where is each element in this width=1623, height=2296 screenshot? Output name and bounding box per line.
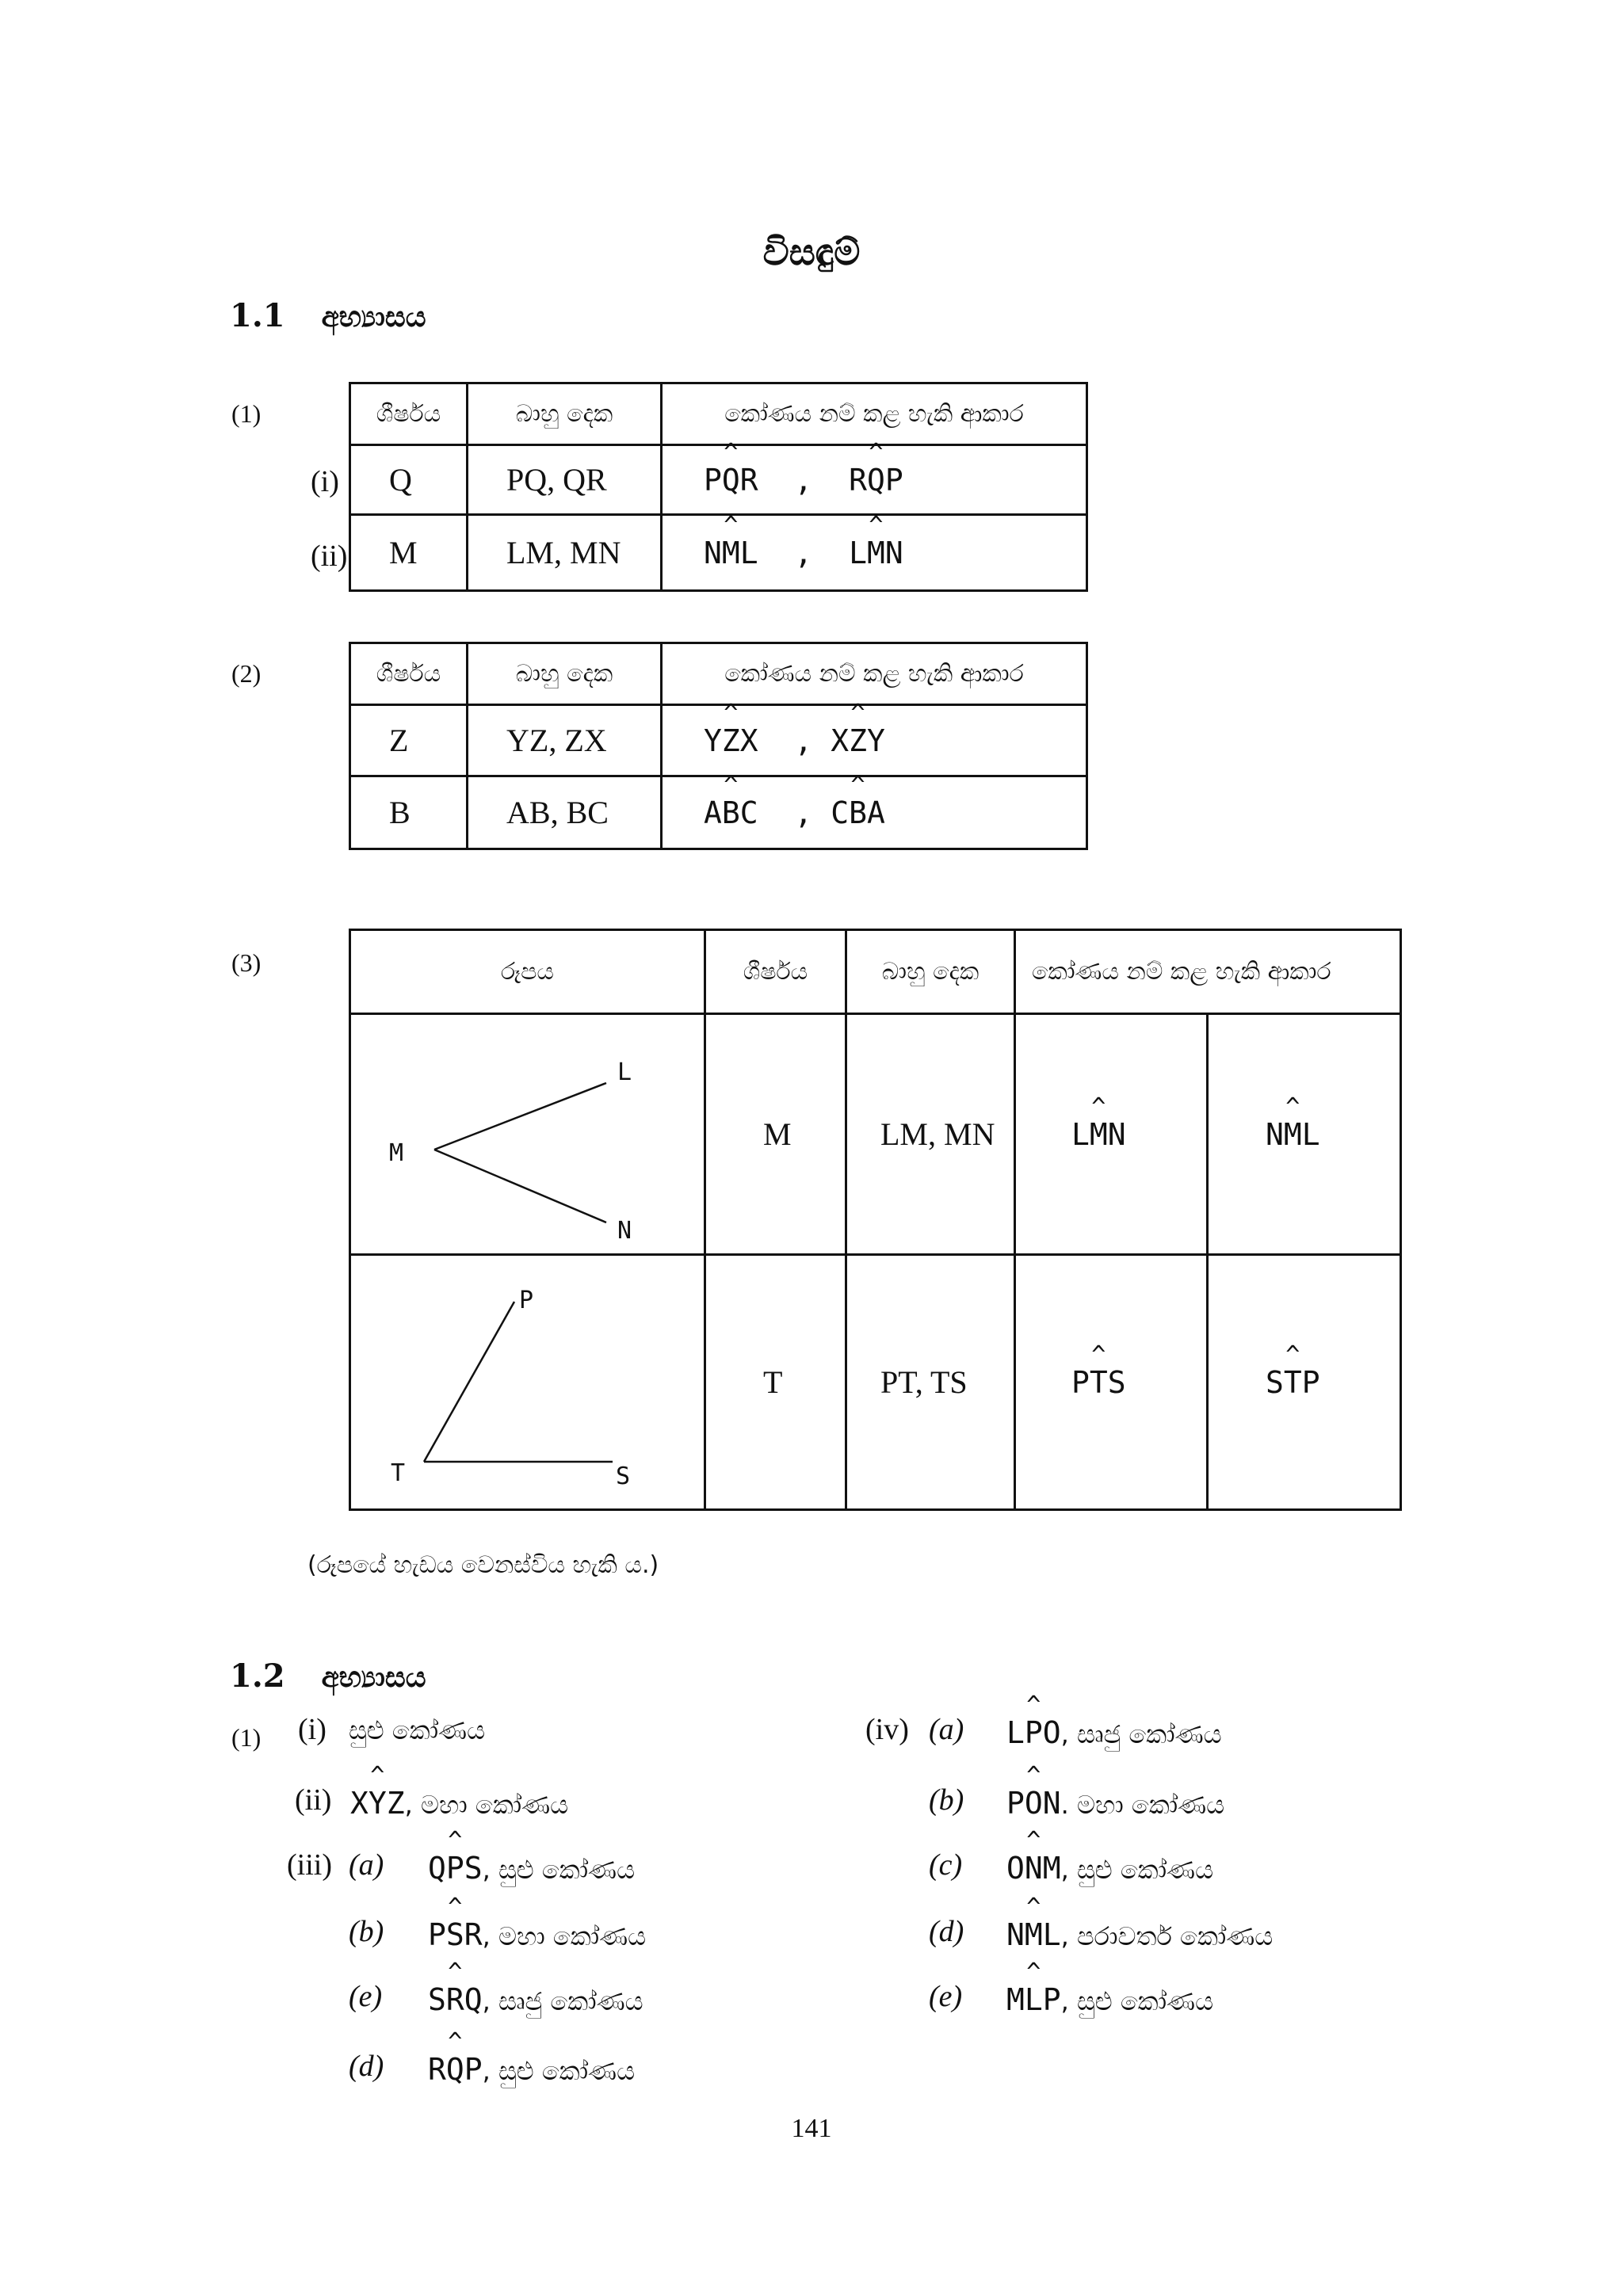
angle-vertex-letter: ^ R — [446, 1982, 464, 2017]
item-sublabel: (e) — [349, 1980, 383, 2013]
question-number: (3) — [231, 948, 262, 977]
angle-letter: Q — [464, 1982, 483, 2017]
angle-names-cell — [1208, 1255, 1401, 1510]
point-label: P — [519, 1287, 534, 1314]
angle-names-cell: N^ ML , L^ MN — [662, 515, 1087, 591]
answer-line — [1006, 1851, 1213, 1886]
angle-type: , සුළු කෝණය — [1060, 1986, 1214, 2016]
vertex-cell: T — [763, 1364, 783, 1400]
arm-ml — [434, 1083, 606, 1150]
angle-type: , සුළු කෝණය — [482, 2056, 636, 2086]
angle-letter: M — [1006, 1982, 1025, 2017]
angle-type: . මහා කෝණය — [1060, 1790, 1225, 1820]
figure-cell — [350, 1255, 705, 1510]
angle-name: X^ ZY — [831, 723, 885, 758]
page-title: විසඳුම් — [762, 232, 861, 273]
arms-cell: PQ, QR — [506, 462, 607, 498]
angle-names-cell: P^ QR , R^ QP — [662, 445, 1087, 515]
vertex-cell: B — [389, 795, 411, 830]
angle-name: N^ ML — [1266, 1117, 1320, 1152]
answer-line — [349, 1715, 485, 1746]
angle-type: , සුළු කෝණය — [1060, 1855, 1214, 1885]
angle-letter: P — [428, 1917, 446, 1952]
angle-figure-pts — [351, 1256, 705, 1505]
item-label: (ii) — [295, 1783, 332, 1817]
answer-line — [428, 1917, 646, 1952]
angle-table-3 — [349, 929, 1402, 1511]
angle-letter: N — [1006, 1917, 1025, 1952]
item-sublabel: (b) — [349, 1915, 384, 1948]
angle-name — [428, 1917, 483, 1952]
item-label: (iii) — [287, 1848, 332, 1882]
header-names: කෝණය නම් කළ හැකි ආකාර — [1015, 930, 1401, 1014]
header-arms: බාහු දෙක — [468, 643, 662, 705]
angle-name — [1006, 1786, 1061, 1821]
header-vertex: ශීර්ෂය — [350, 383, 468, 445]
vertex-cell: M — [389, 535, 418, 570]
angle-letter: R — [428, 2052, 446, 2087]
angle-vertex-letter: ^ Q — [446, 2052, 464, 2087]
angle-letter: P — [464, 2052, 483, 2087]
item-sublabel: (c) — [929, 1848, 963, 1882]
figure-note: (රූපයේ හැඩය වෙනස්විය හැකි ය.) — [307, 1551, 659, 1579]
angle-name: R^ QP — [849, 463, 903, 498]
arms-cell: PT, TS — [880, 1364, 968, 1400]
angle-letter: P — [1006, 1786, 1025, 1821]
angle-vertex-letter: ^ N — [1025, 1851, 1043, 1886]
point-label: T — [391, 1459, 406, 1487]
angle-type: සුළු කෝණය — [349, 1715, 486, 1745]
table-row — [350, 515, 1087, 591]
question-number: (2) — [231, 659, 262, 688]
angle-name — [428, 2052, 483, 2087]
angle-letter: R — [464, 1917, 483, 1952]
vertex-cell: M — [763, 1116, 792, 1152]
section-label: අභ්‍යාසය — [321, 1661, 426, 1694]
section-label: අභ්‍යාසය — [321, 301, 426, 334]
angle-vertex-letter: ^ P — [1025, 1715, 1043, 1750]
angle-names-cell: Y^ ZX , X^ ZY — [662, 705, 1087, 776]
page-number: 141 — [791, 2114, 832, 2143]
section-1-2-heading — [230, 1657, 426, 1695]
angle-type: , මහා කෝණය — [404, 1790, 569, 1820]
angle-vertex-letter: ^ Y — [369, 1786, 387, 1821]
item-sublabel: (d) — [349, 2050, 384, 2083]
table-row — [350, 705, 1087, 776]
question-number: (1) — [231, 1723, 262, 1752]
angle-name: S^ TP — [1266, 1365, 1320, 1400]
row-label: (ii) — [311, 540, 348, 573]
arms-cell: LM, MN — [506, 535, 621, 570]
item-sublabel: (a) — [349, 1848, 384, 1882]
answer-line — [1006, 1982, 1213, 2017]
section-1-1-heading — [230, 297, 426, 334]
angle-name — [1006, 1851, 1061, 1886]
answer-line — [350, 1786, 568, 1821]
angle-letter: M — [1042, 1851, 1061, 1886]
item-sublabel: (e) — [929, 1980, 963, 2013]
angle-name — [1006, 1982, 1061, 2017]
angle-letter: Q — [428, 1851, 446, 1886]
arms-cell: LM, MN — [880, 1116, 995, 1152]
item-sublabel: (b) — [929, 1783, 964, 1817]
item-label: (i) — [298, 1713, 327, 1746]
angle-name — [1006, 1917, 1061, 1952]
angle-names-cell: A^ BC , C^ BA — [662, 776, 1087, 849]
answer-line — [1006, 1917, 1273, 1952]
section-number: 1.2 — [230, 1657, 285, 1695]
angle-vertex-letter: ^ M — [1025, 1917, 1043, 1952]
angle-vertex-letter: ^ L — [1025, 1982, 1043, 2017]
angle-name: N^ ML — [704, 536, 758, 570]
angle-name — [428, 1982, 483, 2017]
angle-name: Y^ ZX — [704, 723, 758, 758]
angle-letter: X — [350, 1786, 369, 1821]
angle-name — [1006, 1715, 1061, 1750]
vertex-cell: Z — [389, 723, 409, 758]
answer-line — [1006, 1715, 1222, 1750]
angle-name: L^ MN — [1071, 1117, 1126, 1152]
point-label: L — [617, 1058, 632, 1086]
section-number: 1.1 — [230, 297, 285, 334]
angle-vertex-letter: ^ P — [446, 1851, 464, 1886]
angle-names-cell — [1015, 1255, 1208, 1510]
header-arms: බාහු දෙක — [846, 930, 1015, 1014]
angle-vertex-letter: ^ S — [446, 1917, 464, 1952]
answer-line — [428, 1851, 635, 1886]
arm-tp — [424, 1302, 514, 1462]
answer-line — [428, 1982, 643, 2017]
angle-letter: S — [428, 1982, 446, 2017]
angle-vertex-letter: ^ O — [1025, 1786, 1043, 1821]
figure-cell — [350, 1014, 705, 1255]
angle-letter: S — [464, 1851, 483, 1886]
header-figure: රූපය — [350, 930, 705, 1014]
arms-cell: AB, BC — [506, 795, 609, 830]
angle-name — [428, 1851, 483, 1886]
angle-names-cell — [1015, 1014, 1208, 1255]
header-vertex: ශීර්ෂය — [705, 930, 846, 1014]
angle-table-1 — [349, 382, 1088, 592]
point-label: S — [616, 1463, 631, 1490]
table-row — [350, 445, 1087, 515]
angle-letter: L — [1006, 1715, 1025, 1750]
item-sublabel: (a) — [929, 1713, 964, 1746]
angle-letter: O — [1006, 1851, 1025, 1886]
answer-line — [428, 2052, 635, 2087]
arm-mn — [434, 1150, 606, 1222]
point-label: N — [617, 1217, 632, 1245]
angle-name: C^ BA — [831, 795, 885, 830]
header-names: කෝණය නම් කළ හැකි ආකාර — [662, 643, 1087, 705]
table-header-row — [350, 383, 1087, 445]
angle-names-cell — [1208, 1014, 1401, 1255]
angle-figure-lmn — [351, 1015, 705, 1249]
item-sublabel: (d) — [929, 1915, 964, 1948]
table-row — [350, 776, 1087, 849]
angle-table-2 — [349, 642, 1088, 850]
table-row — [350, 1255, 1401, 1510]
angle-letter: N — [1042, 1786, 1061, 1821]
angle-name: P^ QR — [704, 463, 758, 498]
angle-letter: P — [1042, 1982, 1061, 2017]
item-label: (iv) — [865, 1713, 909, 1746]
angle-letter: O — [1042, 1715, 1061, 1750]
angle-type: , මහා කෝණය — [482, 1921, 647, 1951]
question-number: (1) — [231, 399, 262, 428]
angle-letter: L — [1042, 1917, 1061, 1952]
table-header-row — [350, 643, 1087, 705]
angle-name — [350, 1786, 405, 1821]
header-arms: බාහු දෙක — [468, 383, 662, 445]
angle-type: , සෘජු කෝණය — [482, 1986, 643, 2016]
table-header-row — [350, 930, 1401, 1014]
row-label: (i) — [311, 465, 339, 498]
angle-name: P^ TS — [1071, 1365, 1126, 1400]
angle-name: L^ MN — [849, 536, 903, 570]
angle-type: , සුළු කෝණය — [482, 1855, 636, 1885]
vertex-cell: Q — [389, 462, 412, 498]
header-vertex: ශීර්ෂය — [350, 643, 468, 705]
angle-type: , සෘජු කෝණය — [1060, 1719, 1222, 1749]
angle-name: A^ BC — [704, 795, 758, 830]
table-row — [350, 1014, 1401, 1255]
angle-letter: Z — [386, 1786, 405, 1821]
angle-type: , පරාවර්ත කෝණය — [1060, 1921, 1274, 1951]
point-label: M — [389, 1139, 404, 1167]
arms-cell: YZ, ZX — [506, 723, 607, 758]
answer-line — [1006, 1786, 1224, 1821]
header-names: කෝණය නම් කළ හැකි ආකාර — [662, 383, 1087, 445]
